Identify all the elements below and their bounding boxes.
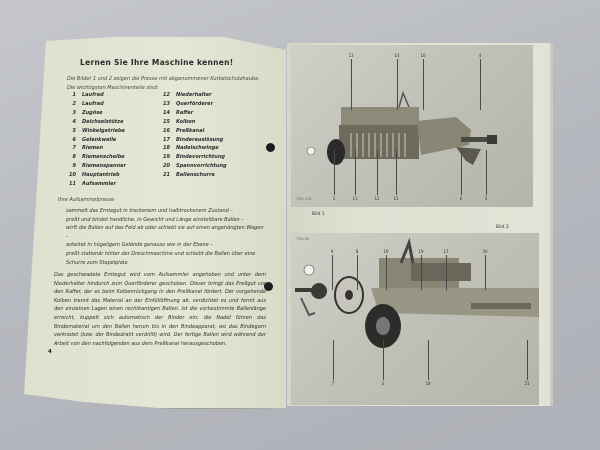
part-number: 8 xyxy=(72,154,76,161)
callout-leader-line xyxy=(446,255,447,290)
part-number: 19 xyxy=(163,154,170,161)
callout-label: 8 xyxy=(355,249,359,254)
part-label: Winkelgetriebe xyxy=(82,127,125,134)
callout-leader-line xyxy=(480,59,481,110)
part-list-item xyxy=(156,100,227,109)
callout-label: 20 xyxy=(482,249,488,254)
part-number: 3 xyxy=(72,109,76,116)
callout-label: 13 xyxy=(348,53,354,58)
figure-2-photo xyxy=(291,233,539,405)
part-list-item xyxy=(156,153,227,162)
part-number: 12 xyxy=(163,92,170,98)
feature-item: wirft die Ballen auf das Feld ab oder schiebt sie auf einen angehängten Wagen – xyxy=(66,225,264,240)
figure-2-caption: Bild 2 xyxy=(496,225,509,230)
part-label: Raffer xyxy=(176,109,194,116)
part-list-item xyxy=(62,127,126,136)
part-list-item xyxy=(62,162,126,171)
callout-label: 17 xyxy=(443,249,449,254)
part-list-item xyxy=(156,118,227,127)
part-label: Deichselstütze xyxy=(82,118,124,125)
callout-label: 2 xyxy=(381,381,385,386)
part-list-item xyxy=(156,171,227,180)
part-list-item xyxy=(156,109,227,118)
part-number: 4 xyxy=(72,118,76,125)
feature-item: preßt und bindet handliche, in Gewicht und Länge einstellbare Ballen – xyxy=(66,216,244,223)
callout-leader-line xyxy=(332,255,333,290)
callout-label: 18 xyxy=(425,381,431,386)
callout-leader-line xyxy=(485,255,486,290)
part-list-item xyxy=(62,91,126,100)
part-label: Aufsammler xyxy=(82,181,116,188)
baler-machine-side-icon xyxy=(291,45,533,207)
part-number: 16 xyxy=(163,127,170,134)
baler-machine-front-icon xyxy=(291,233,539,405)
part-list-item xyxy=(62,118,126,127)
part-number: 18 xyxy=(163,145,170,152)
callout-leader-line xyxy=(355,150,356,195)
figure-1-code: PS0-176 xyxy=(297,197,312,201)
description-paragraph: Das geschwadete Erntegut wird vom Aufsammler angehoben und unter dem Niederhalter hindurch zum Querförderer geschoben. Dieser bringt das Preßgut vor den Raffer, der es beim Kolbenrückgang in den Preßkanal fördert. Der vorgehende Kolben trennt das Material an der Einfüllöffnung ab, verdichtet es und formt aus den einzelnen Lagen einen rechtkantigen Ballen. Ist die vorbestimmte Ballenlänge erreicht, kuppelt sich automatisch der Binder ein: die Nadel führen das Bindematerial um den Ballen herum bis in den Bindeapparat, wo das Bindegarn verknotet (bzw. der Bindedraht verdrillt) wird. Der fertige Ballen wird während der Arbeit von den nachfolgenden aus dem Preßkanal herausgeschoben. xyxy=(54,272,266,347)
callout-leader-line xyxy=(333,340,334,380)
callout-label: 21 xyxy=(524,381,530,386)
part-number: 11 xyxy=(69,181,76,188)
callout-leader-line xyxy=(421,255,422,290)
callout-label: 19 xyxy=(418,249,424,254)
part-label: Gelenkwelle xyxy=(82,136,117,143)
callout-label: 1 xyxy=(332,196,336,201)
part-label: Riemenspanner xyxy=(82,163,127,170)
part-list-item xyxy=(62,153,126,162)
intro-text: Die Bilder 1 und 2 zeigen die Presse mit abgenommener Kurbelschutzhaube. Die wichtigsten Maschinenteile sind: xyxy=(67,76,260,91)
part-label: Bindevorrichtung xyxy=(176,154,226,161)
callout-label: 4 xyxy=(478,53,482,58)
feature-list xyxy=(66,207,266,267)
part-list-item xyxy=(62,100,126,109)
figure-1-photo xyxy=(291,45,533,207)
callout-leader-line xyxy=(334,150,335,195)
part-list-item xyxy=(156,162,227,171)
page-heading: Lernen Sie Ihre Maschine kennen! xyxy=(80,58,234,67)
feature-item: arbeitet in hügeligem Gelände genauso wie in der Ebene – xyxy=(66,242,213,249)
callout-leader-line xyxy=(357,255,358,290)
part-label: Riemenscheibe xyxy=(82,154,125,161)
callout-leader-line xyxy=(386,255,387,290)
part-number: 2 xyxy=(72,100,76,107)
parts-list-right xyxy=(156,91,227,180)
part-list-item xyxy=(62,109,126,118)
callout-leader-line xyxy=(423,59,424,110)
callout-label: 6 xyxy=(459,196,463,201)
callout-label: 3 xyxy=(484,196,488,201)
section-label: Ihre Aufsammelpresse xyxy=(58,197,115,203)
part-label: Nadelschwinge xyxy=(176,145,219,152)
callout-leader-line xyxy=(527,340,528,380)
part-list-item xyxy=(62,171,126,180)
part-label: Laufrad xyxy=(82,100,104,107)
part-label: Binderauslösung xyxy=(176,136,224,143)
part-label: Preßkanal xyxy=(176,127,205,134)
feature-item: preßt stationär hinter der Dreschmaschine und schiebt die Ballen über eine Schurre zum Stapelplatz. xyxy=(66,250,256,266)
part-number: 7 xyxy=(72,145,76,152)
part-label: Hauptantrieb xyxy=(82,172,120,179)
part-list-item xyxy=(156,144,227,153)
part-list-item xyxy=(62,144,126,153)
part-label: Ballenschurre xyxy=(176,172,215,179)
callout-leader-line xyxy=(396,150,397,195)
page-number: 4 xyxy=(48,349,52,355)
part-number: 20 xyxy=(163,163,170,170)
part-list-item xyxy=(156,127,227,136)
callout-leader-line xyxy=(397,59,398,110)
callout-label: 7 xyxy=(331,381,335,386)
callout-leader-line xyxy=(377,150,378,195)
part-number: 21 xyxy=(163,172,170,179)
part-number: 1 xyxy=(72,92,76,98)
callout-label: 11 xyxy=(352,196,358,201)
callout-label: 9 xyxy=(330,249,334,254)
figure-2-code: PS0-20 xyxy=(297,237,310,241)
callout-label: 16 xyxy=(383,249,389,254)
callout-label: 14 xyxy=(394,53,400,58)
callout-label: 15 xyxy=(393,196,399,201)
part-number: 10 xyxy=(69,172,76,179)
part-list-item xyxy=(156,136,227,145)
parts-list-left xyxy=(62,91,126,189)
callout-leader-line xyxy=(486,150,487,195)
callout-label: 12 xyxy=(374,196,380,201)
part-label: Zugöse xyxy=(82,109,103,116)
part-number: 17 xyxy=(163,136,170,143)
part-number: 6 xyxy=(72,136,76,143)
callout-leader-line xyxy=(428,340,429,380)
part-list-item xyxy=(62,136,126,145)
part-list-item xyxy=(156,91,227,100)
part-number: 15 xyxy=(163,118,170,125)
figure-1-caption: Bild 1 xyxy=(312,212,325,217)
part-label: Riemen xyxy=(82,145,104,152)
part-label: Niederhalter xyxy=(176,92,212,98)
binding-hole-top xyxy=(266,143,275,152)
feature-item: sammelt das Erntegut in trockenem und halbtrockenem Zustand – xyxy=(66,208,233,214)
part-label: Kolben xyxy=(176,118,196,125)
part-label: Querförderer xyxy=(176,100,214,107)
part-list-item xyxy=(62,180,126,189)
callout-leader-line xyxy=(351,59,352,110)
callout-leader-line xyxy=(383,340,384,380)
part-number: 5 xyxy=(72,127,76,134)
callout-label: 10 xyxy=(420,53,426,58)
part-number: 14 xyxy=(163,109,170,116)
part-number: 13 xyxy=(163,100,170,107)
part-number: 9 xyxy=(72,163,76,170)
callout-leader-line xyxy=(461,150,462,195)
part-label: Spannvorrichtung xyxy=(176,163,227,170)
part-label: Laufrad xyxy=(82,92,104,98)
